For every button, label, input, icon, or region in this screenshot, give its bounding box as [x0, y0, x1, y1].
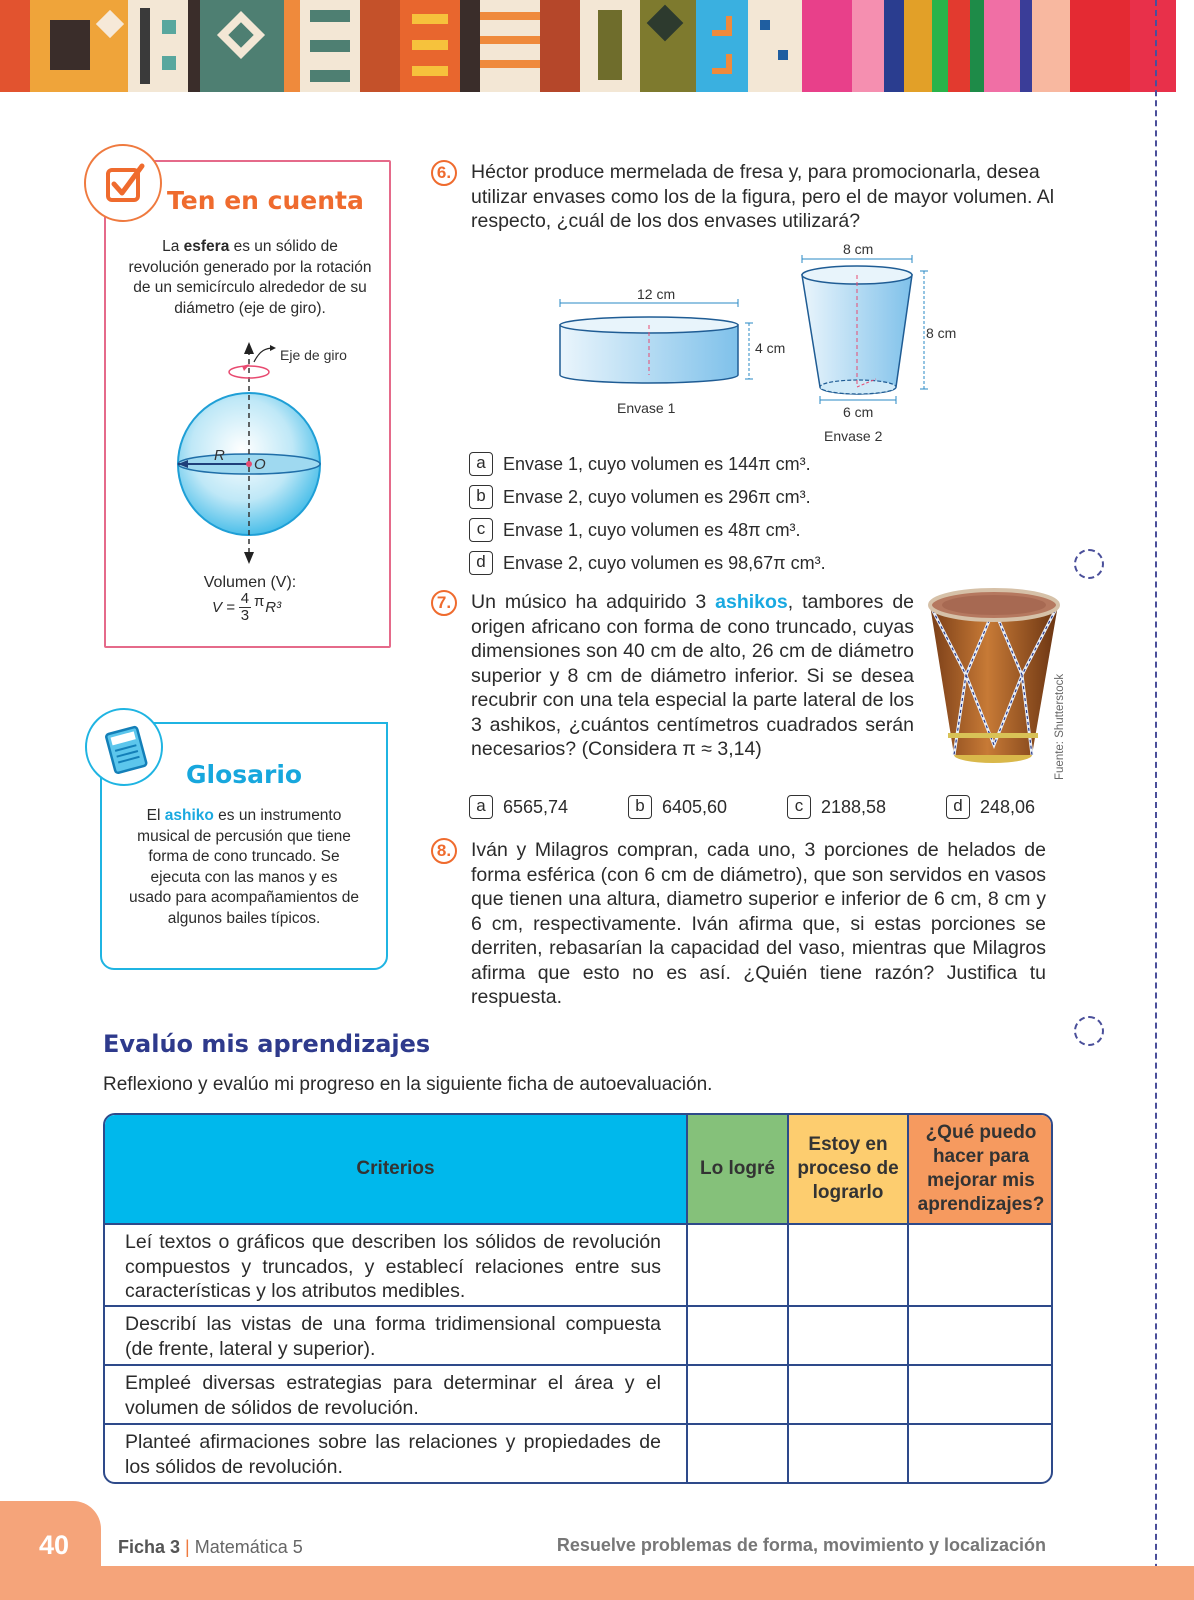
evaluation-title: Evalúo mis aprendizajes	[103, 1030, 431, 1058]
evaluation-subtitle: Reflexiono y evalúo mi progreso en la siguiente ficha de autoevaluación.	[103, 1074, 713, 1095]
axis-label: Eje de giro	[280, 347, 347, 363]
q7-option-a[interactable]	[469, 795, 568, 819]
option-text: Envase 1, cuyo volumen es 144π cm³.	[503, 453, 811, 474]
footer-ficha: Ficha 3 | Matemática 5	[118, 1537, 303, 1557]
center-label: O	[254, 456, 266, 473]
binding-dashed-line	[1155, 0, 1157, 1600]
checkbox-check-icon	[86, 146, 164, 224]
page-number: 40	[38, 1530, 70, 1560]
photo-credit: Fuente: Shutterstock	[1054, 673, 1066, 780]
option-text: 2188,58	[821, 796, 887, 817]
option-letter: b	[469, 485, 493, 509]
question-8-text: Iván y Milagros compran, cada uno, 3 porciones de helados de forma esférica (con 6 cm de diámetro), que son servidos en vasos que tienen una altura, diametro superior e inferior de 6 cm, 8 cm y 6 cm, respectivamente. Iván afirma que, si estas porciones se derriten, rebasarían la capacidad del vaso, mientras que Milagros afirma que esto no es así. ¿Quién tiene razón? Justifica tu respuesta.	[471, 839, 1046, 1008]
decorative-textile-banner	[0, 0, 1194, 92]
table-row	[105, 1223, 1053, 1305]
header-lo-logre: Lo logré	[686, 1115, 787, 1223]
book-icon	[87, 710, 165, 788]
envase-2-label: Envase 2	[824, 428, 883, 444]
option-letter: a	[469, 795, 493, 819]
cell-lo-logre[interactable]	[686, 1225, 787, 1305]
question-6-number: 6.	[431, 160, 457, 186]
envase-2-height-label: 8 cm	[926, 325, 957, 341]
cell-lo-logre[interactable]	[686, 1307, 787, 1364]
glossary-text: El ashiko es un instrumento musical de percusión que tiene forma de cono truncado. Se ejecuta con las manos y es usado para acompañamientos de algunos bailes típicos.	[128, 807, 360, 927]
option-text: Envase 1, cuyo volumen es 48π cm³.	[503, 519, 801, 540]
sphere-diagram	[150, 340, 370, 570]
glossary-title: Glosario	[186, 760, 303, 789]
note-badge	[84, 144, 162, 222]
table-row	[105, 1423, 1053, 1484]
cell-como-mejorar[interactable]	[907, 1307, 1053, 1364]
table-row	[105, 1364, 1053, 1423]
criterion-text: Planteé afirmaciones sobre las relaciones y propiedades de los sólidos de revolución.	[125, 1431, 661, 1478]
option-letter: c	[469, 518, 493, 542]
question-7-text: Un músico ha adquirido 3 ashikos, tambores de origen africano con forma de cono truncado, cuyas dimensiones son 40 cm de alto, 26 cm de diámetro superior y 8 cm de diámetro inferior. Si se desea recubrir con una tela especial la parte lateral de los 3 ashikos, ¿cuántos centímetros cuadrados serán necesarios? (Considera π ≈ 3,14)	[471, 591, 915, 760]
option-text: 6565,74	[503, 796, 569, 817]
envase-1-height-label: 4 cm	[755, 340, 786, 356]
cell-en-proceso[interactable]	[787, 1366, 907, 1423]
header-como-mejorar: ¿Qué puedo hacer para mejorar mis aprendizajes?	[907, 1115, 1053, 1223]
question-7-number: 7.	[431, 590, 457, 616]
option-letter: d	[946, 795, 970, 819]
criterion-text: Describí las vistas de una forma tridimensional compuesta (de frente, lateral y superior).	[125, 1313, 661, 1360]
option-text: 6405,60	[662, 796, 728, 817]
q6-option-d[interactable]	[469, 551, 826, 575]
cell-en-proceso[interactable]	[787, 1307, 907, 1364]
option-letter: c	[787, 795, 811, 819]
footer-competence: Resuelve problemas de forma, movimiento y localización	[556, 1535, 1046, 1555]
header-en-proceso: Estoy en proceso de lograrlo	[787, 1115, 907, 1223]
ashiko-drum-photo	[926, 585, 1062, 780]
cell-como-mejorar[interactable]	[907, 1425, 1053, 1484]
cell-como-mejorar[interactable]	[907, 1366, 1053, 1423]
header-criterios: Criterios	[105, 1115, 686, 1223]
question-6-text: Héctor produce mermelada de fresa y, para promocionarla, desea utilizar envases como los de la figura, pero el de mayor volumen. Al respecto, ¿cuál de los dos envases utilizará?	[471, 161, 1055, 232]
footer-band	[0, 1566, 1194, 1600]
question-8-number: 8.	[431, 838, 457, 864]
criterion-text: Leí textos o gráficos que describen los sólidos de revolución compuestos y truncados, y establecí relaciones entre sus características y los atributos medibles.	[125, 1231, 661, 1302]
note-title: Ten en cuenta	[167, 186, 364, 215]
option-letter: a	[469, 452, 493, 476]
cell-en-proceso[interactable]	[787, 1425, 907, 1484]
q6-option-c[interactable]	[469, 518, 801, 542]
option-text: Envase 2, cuyo volumen es 296π cm³.	[503, 486, 811, 507]
binder-hole-marker	[1074, 549, 1104, 579]
option-letter: b	[628, 795, 652, 819]
volume-label: Volumen (V):	[203, 574, 297, 591]
note-text: La esfera es un sólido de revolución generado por la rotación de un semicírculo alrededor de su diámetro (eje de giro).	[128, 238, 372, 317]
glossary-badge	[85, 708, 163, 786]
envase-2-bottom-label: 6 cm	[843, 404, 874, 420]
table-row	[105, 1305, 1053, 1364]
sphere-volume-formula: V = 4 3 π R³	[212, 590, 282, 624]
q6-option-a[interactable]	[469, 452, 811, 476]
option-text: 248,06	[980, 796, 1036, 817]
option-letter: d	[469, 551, 493, 575]
criterion-text: Empleé diversas estrategias para determinar el área y el volumen de sólidos de revolución.	[125, 1372, 661, 1419]
envase-1-label: Envase 1	[617, 400, 676, 416]
envase-2-top-label: 8 cm	[843, 241, 874, 257]
q7-option-b[interactable]	[628, 795, 727, 819]
cell-lo-logre[interactable]	[686, 1366, 787, 1423]
radius-label: R	[214, 447, 225, 464]
binder-hole-marker	[1074, 1016, 1104, 1046]
q7-option-d[interactable]	[946, 795, 1035, 819]
option-text: Envase 2, cuyo volumen es 98,67π cm³.	[503, 552, 826, 573]
envase-1-width-label: 12 cm	[637, 286, 676, 302]
cell-como-mejorar[interactable]	[907, 1225, 1053, 1305]
cell-en-proceso[interactable]	[787, 1225, 907, 1305]
q6-option-b[interactable]	[469, 485, 811, 509]
cell-lo-logre[interactable]	[686, 1425, 787, 1484]
self-evaluation-table	[103, 1113, 1053, 1484]
q7-option-c[interactable]	[787, 795, 886, 819]
